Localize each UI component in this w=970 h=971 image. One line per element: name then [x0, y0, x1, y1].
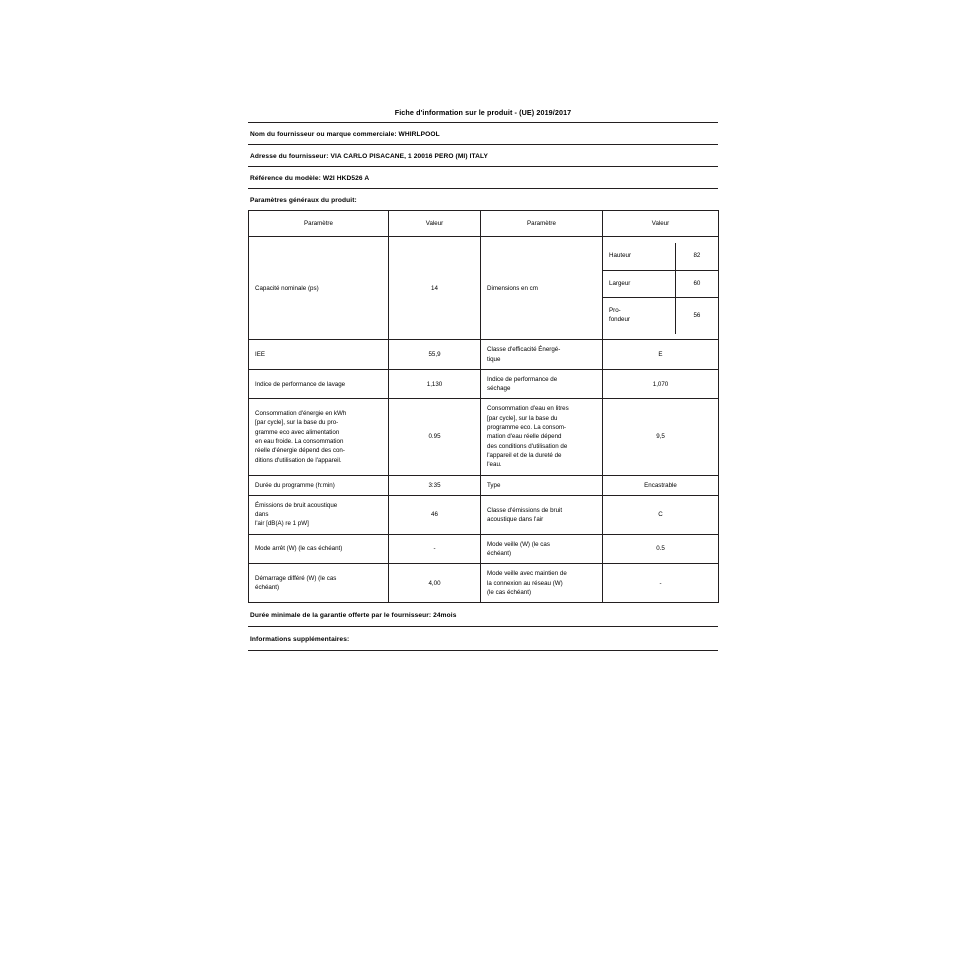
supplier-address-row: Adresse du fournisseur: VIA CARLO PISACANE, 1 20016 PERO (MI) ITALY — [248, 145, 718, 167]
dimension-row-height — [603, 243, 718, 270]
cell-washing-index-value: 1,130 — [389, 369, 481, 399]
cell-water-consumption-label: Consommation d'eau en litres [par cycle], sur la base du programme eco. La consom- mation d'eau réelle dépend des conditions d'utilisation de l'appareil et de la dureté de l'eau. — [481, 399, 603, 475]
table-row — [249, 564, 719, 603]
dimension-value-width: 60 — [675, 270, 718, 298]
general-parameters-label: Paramètres généraux du produit: — [250, 197, 357, 204]
column-header-value-1: Valeur — [389, 211, 481, 237]
cell-dimensions-label: Dimensions en cm — [481, 237, 603, 340]
cell-type-value: Encastrable — [603, 475, 719, 495]
cell-drying-index-label: Indice de performance de séchage — [481, 369, 603, 399]
table-row — [249, 237, 719, 340]
cell-networked-standby-label: Mode veille avec maintien de la connexion au réseau (W) (le cas échéant) — [481, 564, 603, 603]
cell-drying-index-value: 1,070 — [603, 369, 719, 399]
cell-dimensions-table — [603, 237, 719, 340]
cell-noise-class-label: Classe d'émissions de bruit acoustique dans l'air — [481, 495, 603, 534]
cell-energy-class-value: E — [603, 340, 719, 370]
dimension-label-height: Hauteur — [603, 243, 675, 270]
column-header-value-2: Valeur — [603, 211, 719, 237]
column-header-parameter-2: Paramètre — [481, 211, 603, 237]
cell-noise-emission-label: Émissions de bruit acoustique dans l'air [dB(A) re 1 pW] — [249, 495, 389, 534]
product-information-sheet — [248, 108, 718, 651]
supplier-name-row: Nom du fournisseur ou marque commerciale: WHIRLPOOL — [248, 123, 718, 145]
additional-information-row: Informations supplémentaires: — [248, 627, 718, 651]
cell-energy-consumption-label: Consommation d'énergie en kWh [par cycle], sur la base du pro- gramme eco avec alimentation en eau froide. La consommation réelle d'énergie dépend des con- ditions d'utilisation de l'appareil. — [249, 399, 389, 475]
cell-noise-class-value: C — [603, 495, 719, 534]
cell-off-mode-value: - — [389, 534, 481, 564]
cell-delayed-start-label: Démarrage différé (W) (le cas échéant) — [249, 564, 389, 603]
cell-eei-value: 55,9 — [389, 340, 481, 370]
cell-capacity-value: 14 — [389, 237, 481, 340]
dimension-value-depth: 56 — [675, 298, 718, 334]
cell-program-duration-label: Durée du programme (h:min) — [249, 475, 389, 495]
cell-program-duration-value: 3:35 — [389, 475, 481, 495]
cell-eei-label: IEE — [249, 340, 389, 370]
table-row — [249, 340, 719, 370]
cell-off-mode-label: Mode arrêt (W) (le cas échéant) — [249, 534, 389, 564]
cell-networked-standby-value: - — [603, 564, 719, 603]
cell-standby-mode-label: Mode veille (W) (le cas échéant) — [481, 534, 603, 564]
page-title: Fiche d'information sur le produit - (UE) 2019/2017 — [248, 108, 718, 123]
model-reference-row: Référence du modèle: W2I HKD526 A — [248, 167, 718, 189]
warranty-row: Durée minimale de la garantie offerte par le fournisseur: 24mois — [248, 603, 718, 627]
dimension-label-width: Largeur — [603, 270, 675, 298]
cell-energy-consumption-value: 0.95 — [389, 399, 481, 475]
cell-water-consumption-value: 9,5 — [603, 399, 719, 475]
dimension-row-width — [603, 270, 718, 298]
table-header-row — [249, 211, 719, 237]
cell-type-label: Type — [481, 475, 603, 495]
dimension-value-height: 82 — [693, 251, 701, 259]
cell-noise-emission-value: 46 — [389, 495, 481, 534]
dimensions-table — [603, 243, 718, 334]
cell-delayed-start-value: 4,00 — [389, 564, 481, 603]
cell-energy-class-label: Classe d'efficacité Énergé- tique — [481, 340, 603, 370]
table-row — [249, 495, 719, 534]
dimension-row-depth — [603, 298, 718, 334]
dimension-label-depth: Pro- fondeur — [603, 298, 675, 334]
table-row — [249, 369, 719, 399]
table-row — [249, 534, 719, 564]
product-parameters-table — [248, 210, 719, 603]
column-header-parameter-1: Paramètre — [249, 211, 389, 237]
cell-washing-index-label: Indice de performance de lavage — [249, 369, 389, 399]
table-row — [249, 475, 719, 495]
cell-standby-mode-value: 0.5 — [603, 534, 719, 564]
cell-capacity-label: Capacité nominale (ps) — [249, 237, 389, 340]
table-row — [249, 399, 719, 475]
